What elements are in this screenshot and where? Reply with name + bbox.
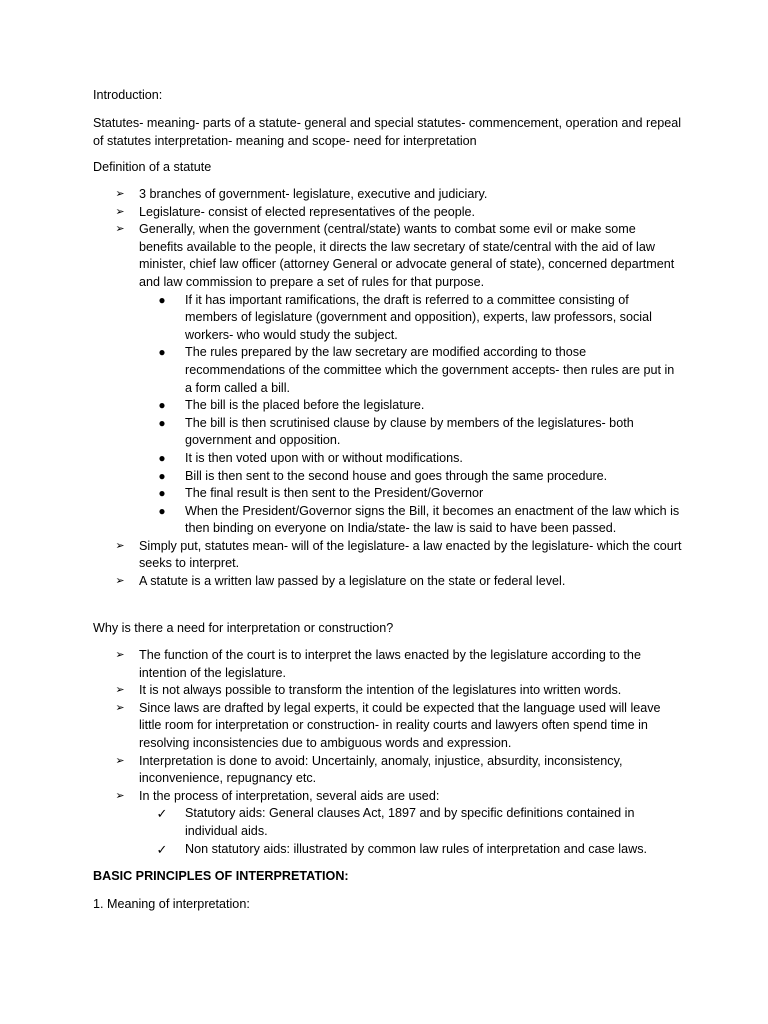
sub-list-item: [139, 450, 683, 468]
dot-bullet-icon: ●: [158, 503, 166, 518]
arrow-bullet-icon: ➢: [115, 789, 125, 802]
sub-list-item-text: If it has important ramifications, the draft is referred to a committee consisting of members of legislature (government and opposition), experts, law professors, social workers- who would study the subject.: [185, 292, 652, 342]
dot-bullet-icon: ●: [158, 450, 166, 465]
dot-bullet-icon: ●: [158, 345, 166, 360]
list-item: [93, 682, 683, 700]
sub-list-item-text: The final result is then sent to the President/Governor: [185, 486, 484, 501]
sub-list-item: [139, 344, 683, 397]
dot-bullet-icon: ●: [158, 468, 166, 483]
arrow-bullet-icon: ➢: [115, 205, 125, 218]
dot-bullet-icon: ●: [158, 415, 166, 430]
list-item-text: In the process of interpretation, several aids are used:: [139, 788, 440, 803]
sub-list: [139, 292, 683, 538]
sub-list-item: [139, 841, 683, 859]
sub-list-item: [139, 805, 683, 840]
check-bullet-icon: ✓: [156, 841, 168, 857]
list-item: [93, 753, 683, 788]
list-item: [93, 647, 683, 682]
list-item-text: 3 branches of government- legislature, executive and judiciary.: [139, 187, 488, 201]
sub-list-item: [139, 485, 683, 503]
list-item: [93, 788, 683, 858]
arrow-bullet-icon: ➢: [115, 188, 125, 200]
list-item-text: Simply put, statutes mean- will of the legislature- a law enacted by the legislature- which the court seeks to interpret.: [139, 538, 682, 571]
sub-list-item-text: Non statutory aids: illustrated by common law rules of interpretation and case laws.: [185, 841, 647, 856]
list-item: [93, 573, 683, 591]
list-item-text: It is not always possible to transform the intention of the legislatures into written words.: [139, 683, 622, 698]
why-heading: Why is there a need for interpretation or construction?: [93, 621, 394, 635]
meaning-heading: 1. Meaning of interpretation:: [93, 897, 250, 911]
list-item-text: Legislature- consist of elected representatives of the people.: [139, 204, 476, 219]
list-item: [93, 186, 683, 204]
list-item: [93, 204, 683, 222]
sub-list-item-text: The bill is then scrutinised clause by clause by members of the legislatures- both government and opposition.: [185, 415, 634, 448]
sub-list-item-text: It is then voted upon with or without modifications.: [185, 450, 463, 465]
list-item-text: Interpretation is done to avoid: Uncertainly, anomaly, injustice, absurdity, inconsistency, inconvenience, repugnancy etc.: [139, 753, 623, 786]
list-item: [93, 700, 683, 753]
sub-list-item: [139, 503, 683, 538]
intro-heading: Introduction:: [93, 88, 163, 102]
sub-list-item-text: Statutory aids: General clauses Act, 1897 and by specific definitions contained in individual aids.: [185, 806, 635, 838]
arrow-bullet-icon: ➢: [115, 539, 125, 552]
dot-bullet-icon: ●: [158, 486, 166, 501]
arrow-bullet-icon: ➢: [115, 649, 125, 661]
list-item-text: Since laws are drafted by legal experts, it could be expected that the language used will leave little room for interpretation or construction- in reality courts and lawyers often spend time in resolving inconsistencies due to ambiguous words and expression.: [139, 700, 661, 750]
sub-list-item-text: When the President/Governor signs the Bill, it becomes an enactment of the law which is then binding on everyone on India/state- the law is said to have been passed.: [185, 503, 680, 536]
check-bullet-icon: ✓: [156, 806, 168, 822]
sub-list-item-text: The bill is the placed before the legislature.: [185, 398, 425, 413]
aids-sub-list: [139, 805, 683, 858]
arrow-bullet-icon: ➢: [115, 684, 125, 697]
definition-heading: Definition of a statute: [93, 160, 212, 174]
list-item-text: Generally, when the government (central/state) wants to combat some evil or make some benefits available to the people, it directs the law secretary of state/central with the aid of law minister, chief law officer (attorney General or advocate general of state), concerned department and law commission to prepare a set of rules for that purpose.: [139, 222, 675, 289]
list-item: [93, 538, 683, 573]
sub-list-item: [139, 292, 683, 345]
sub-list-item-text: The rules prepared by the law secretary are modified according to those recommendations of the committee which the government accepts- then rules are put in a form called a bill.: [185, 345, 675, 395]
arrow-bullet-icon: ➢: [115, 701, 125, 714]
dot-bullet-icon: ●: [158, 398, 166, 413]
sub-list-item: [139, 468, 683, 486]
sub-list-item: [139, 415, 683, 450]
definition-list: [93, 186, 683, 591]
arrow-bullet-icon: ➢: [115, 575, 125, 588]
intro-text: Statutes- meaning- parts of a statute- general and special statutes- commencement, operation and repeal of statutes interpretation- meaning and scope- need for interpretation: [93, 116, 682, 148]
sub-list-item-text: Bill is then sent to the second house and goes through the same procedure.: [185, 468, 608, 483]
list-item: [93, 221, 683, 538]
interpretation-need-list: [93, 647, 683, 858]
dot-bullet-icon: ●: [158, 292, 166, 307]
basic-principles-heading: BASIC PRINCIPLES OF INTERPRETATION:: [93, 869, 349, 883]
list-item-text: The function of the court is to interpret the laws enacted by the legislature according to the intention of the legislature.: [139, 648, 641, 680]
arrow-bullet-icon: ➢: [115, 754, 125, 767]
arrow-bullet-icon: ➢: [115, 223, 125, 236]
sub-list-item: [139, 397, 683, 415]
list-item-text: A statute is a written law passed by a legislature on the state or federal level.: [139, 574, 566, 589]
